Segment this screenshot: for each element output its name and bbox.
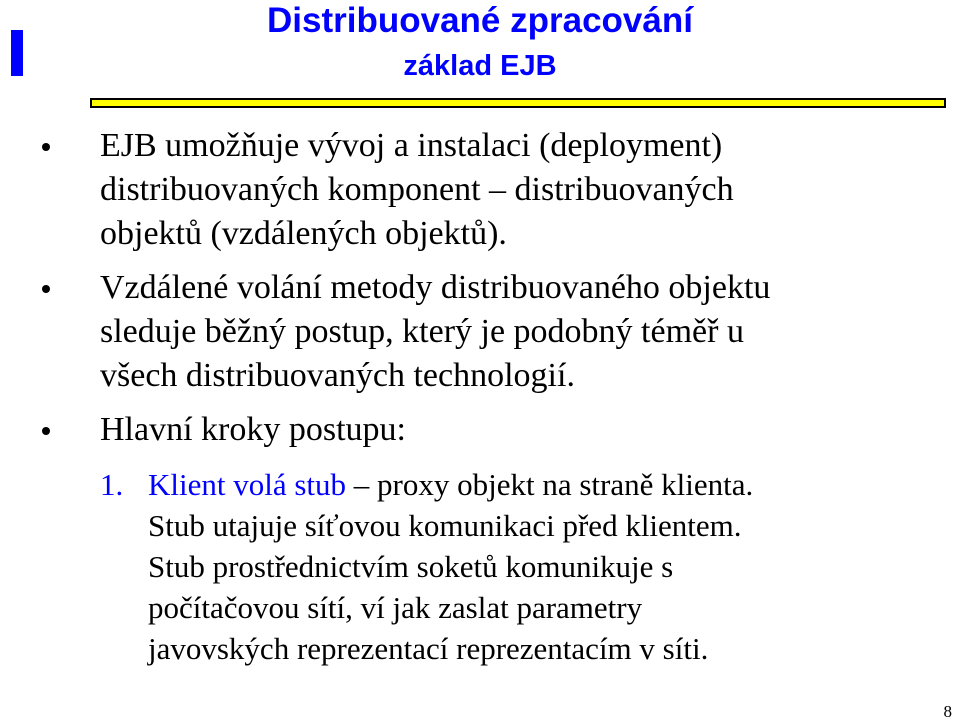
step-line xyxy=(0,464,960,505)
bullet-line: sleduje běžný postup, který je podobný téměř u xyxy=(100,313,744,350)
slide-subtitle: základ EJB xyxy=(403,50,557,82)
step-line: počítačovou sítí, ví jak zaslat parametry xyxy=(148,590,643,625)
bullet-line: objektů (vzdálených objektů). xyxy=(100,215,507,252)
bullet-item xyxy=(0,124,960,256)
page-number: 8 xyxy=(943,702,952,721)
bullet-item xyxy=(0,408,960,452)
numbered-steps xyxy=(0,464,960,669)
step-highlight: Klient volá stub xyxy=(148,467,347,502)
slide-title: Distribuované zpracování xyxy=(267,1,693,40)
title-divider xyxy=(90,98,946,108)
bullet-dot-icon xyxy=(42,143,50,151)
bullet-line: Vzdálené volání metody distribuovaného objektu xyxy=(100,269,771,306)
step-line: Stub utajuje síťovou komunikaci před klientem. xyxy=(148,508,742,543)
step-line: Stub prostřednictvím soketů komunikuje s xyxy=(148,549,674,584)
bullet-line: Hlavní kroky postupu: xyxy=(100,411,406,448)
step-dash: – xyxy=(346,467,378,502)
step-rest: proxy objekt na straně klienta. xyxy=(377,467,754,502)
bullet-dot-icon xyxy=(42,427,50,435)
bullet-list xyxy=(0,124,960,462)
step-number: 1. xyxy=(100,467,124,502)
bullet-line: všech distribuovaných technologií. xyxy=(100,357,575,394)
bullet-line: distribuovaných komponent – distribuovaných xyxy=(100,171,734,208)
bullet-item xyxy=(0,266,960,398)
bullet-line: EJB umožňuje vývoj a instalaci (deployment) xyxy=(100,127,723,164)
step-line: javovských reprezentací reprezentacím v síti. xyxy=(148,631,709,666)
bullet-dot-icon xyxy=(42,285,50,293)
